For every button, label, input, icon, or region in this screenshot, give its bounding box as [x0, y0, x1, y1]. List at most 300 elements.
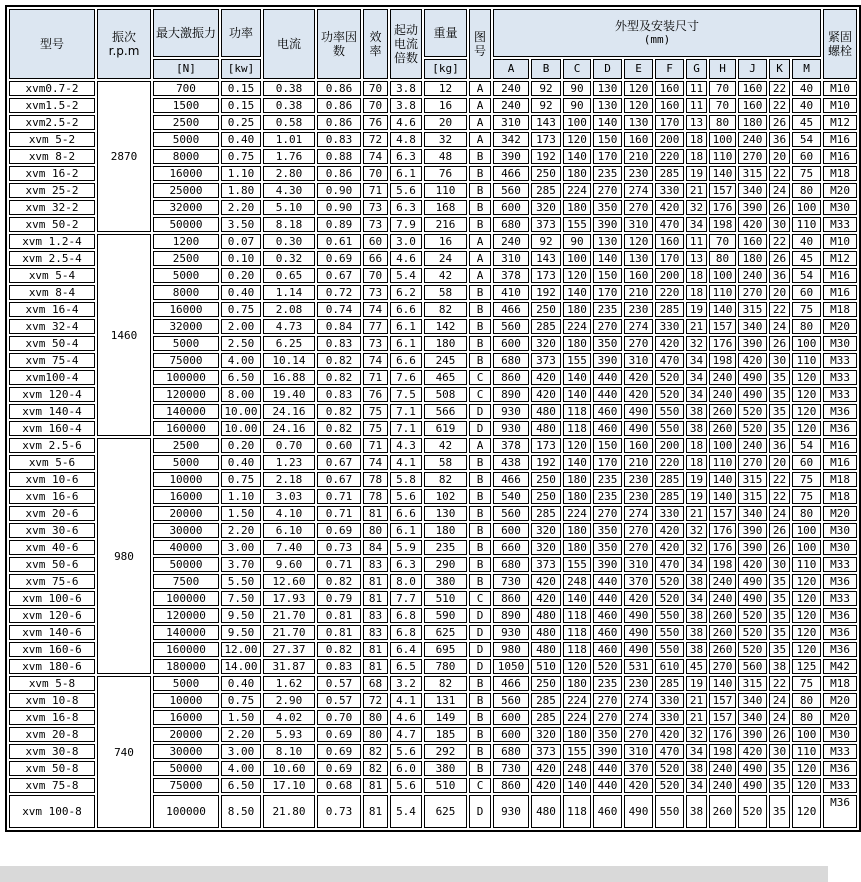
- cell-power_factor: 0.71: [317, 557, 361, 572]
- cell-force: 5000: [153, 132, 219, 147]
- cell-D: 350: [593, 336, 622, 351]
- cell-E: 270: [624, 200, 653, 215]
- cell-A: 390: [493, 149, 529, 164]
- cell-E: 490: [624, 795, 653, 828]
- cell-G: 18: [686, 132, 707, 147]
- cell-B: 373: [531, 557, 561, 572]
- cell-J: 390: [738, 200, 767, 215]
- cell-D: 140: [593, 115, 622, 130]
- cell-G: 38: [686, 642, 707, 657]
- cell-bolt: M18: [823, 472, 857, 487]
- cell-force: 20000: [153, 727, 219, 742]
- cell-D: 350: [593, 523, 622, 538]
- cell-efficiency: 70: [363, 98, 388, 113]
- cell-K: 24: [769, 710, 790, 725]
- cell-current: 0.32: [263, 251, 315, 266]
- cell-E: 420: [624, 370, 653, 385]
- cell-power_factor: 0.90: [317, 200, 361, 215]
- cell-A: 730: [493, 761, 529, 776]
- cell-K: 35: [769, 642, 790, 657]
- cell-current: 0.38: [263, 98, 315, 113]
- cell-K: 24: [769, 506, 790, 521]
- cell-B: 420: [531, 778, 561, 793]
- cell-G: 21: [686, 183, 707, 198]
- cell-power: 2.00: [221, 319, 261, 334]
- cell-force: 50000: [153, 217, 219, 232]
- cell-start_current: 4.6: [390, 710, 422, 725]
- cell-start_current: 7.1: [390, 404, 422, 419]
- cell-B: 320: [531, 540, 561, 555]
- cell-current: 5.10: [263, 200, 315, 215]
- cell-D: 235: [593, 472, 622, 487]
- cell-H: 260: [709, 608, 736, 623]
- cell-J: 315: [738, 302, 767, 317]
- cell-model: xvm 50-8: [9, 761, 95, 776]
- cell-F: 420: [655, 727, 684, 742]
- cell-F: 285: [655, 489, 684, 504]
- cell-C: 180: [563, 166, 591, 181]
- cell-figure: B: [469, 285, 491, 300]
- cell-D: 270: [593, 693, 622, 708]
- cell-M: 54: [792, 438, 821, 453]
- cell-model: xvm 10-8: [9, 693, 95, 708]
- cell-start_current: 6.6: [390, 302, 422, 317]
- cell-D: 270: [593, 183, 622, 198]
- cell-K: 36: [769, 438, 790, 453]
- col-header-power-factor: 功率因数: [317, 9, 361, 79]
- cell-G: 34: [686, 557, 707, 572]
- col-header-dimensions: [493, 9, 821, 57]
- cell-power: 2.50: [221, 336, 261, 351]
- cell-H: 260: [709, 642, 736, 657]
- cell-F: 520: [655, 761, 684, 776]
- cell-K: 26: [769, 523, 790, 538]
- cell-J: 520: [738, 608, 767, 623]
- cell-K: 26: [769, 200, 790, 215]
- cell-E: 230: [624, 472, 653, 487]
- cell-J: 160: [738, 234, 767, 249]
- cell-power: 2.20: [221, 523, 261, 538]
- cell-A: 930: [493, 404, 529, 419]
- col-header-start-current: 起动电流倍数: [390, 9, 422, 79]
- cell-C: 224: [563, 710, 591, 725]
- cell-G: 18: [686, 438, 707, 453]
- cell-J: 490: [738, 370, 767, 385]
- cell-B: 173: [531, 268, 561, 283]
- cell-model: xvm 5-8: [9, 676, 95, 691]
- cell-model: xvm100-4: [9, 370, 95, 385]
- cell-K: 35: [769, 574, 790, 589]
- cell-B: 320: [531, 336, 561, 351]
- cell-rpm: 980: [97, 438, 151, 674]
- cell-power: 8.50: [221, 795, 261, 828]
- cell-force: 160000: [153, 421, 219, 436]
- cell-power_factor: 0.67: [317, 268, 361, 283]
- cell-K: 30: [769, 557, 790, 572]
- cell-start_current: 6.5: [390, 659, 422, 674]
- cell-model: xvm2.5-2: [9, 115, 95, 130]
- cell-power_factor: 0.82: [317, 642, 361, 657]
- cell-A: 560: [493, 693, 529, 708]
- cell-H: 240: [709, 387, 736, 402]
- cell-B: 92: [531, 81, 561, 96]
- cell-A: 680: [493, 353, 529, 368]
- cell-M: 75: [792, 676, 821, 691]
- cell-F: 550: [655, 625, 684, 640]
- cell-power_factor: 0.73: [317, 795, 361, 828]
- cell-K: 24: [769, 693, 790, 708]
- cell-D: 270: [593, 506, 622, 521]
- cell-weight: 20: [424, 115, 467, 130]
- cell-weight: 619: [424, 421, 467, 436]
- cell-D: 150: [593, 132, 622, 147]
- cell-figure: B: [469, 336, 491, 351]
- cell-A: 540: [493, 489, 529, 504]
- cell-power_factor: 0.90: [317, 183, 361, 198]
- cell-G: 38: [686, 608, 707, 623]
- cell-bolt: M10: [823, 98, 857, 113]
- cell-efficiency: 70: [363, 166, 388, 181]
- cell-bolt: M33: [823, 217, 857, 232]
- cell-power_factor: 0.69: [317, 761, 361, 776]
- cell-power: 0.75: [221, 693, 261, 708]
- cell-current: 21.70: [263, 608, 315, 623]
- cell-D: 170: [593, 285, 622, 300]
- cell-C: 140: [563, 149, 591, 164]
- cell-current: 1.62: [263, 676, 315, 691]
- cell-G: 19: [686, 489, 707, 504]
- cell-start_current: 4.7: [390, 727, 422, 742]
- cell-force: 32000: [153, 319, 219, 334]
- cell-E: 230: [624, 489, 653, 504]
- cell-D: 390: [593, 744, 622, 759]
- cell-current: 4.30: [263, 183, 315, 198]
- cell-C: 120: [563, 268, 591, 283]
- cell-M: 120: [792, 574, 821, 589]
- cell-J: 490: [738, 591, 767, 606]
- cell-H: 198: [709, 744, 736, 759]
- cell-H: 110: [709, 149, 736, 164]
- cell-J: 420: [738, 557, 767, 572]
- cell-D: 130: [593, 234, 622, 249]
- cell-G: 11: [686, 98, 707, 113]
- cell-figure: D: [469, 642, 491, 657]
- cell-power: 4.00: [221, 353, 261, 368]
- cell-F: 330: [655, 319, 684, 334]
- cell-C: 180: [563, 302, 591, 317]
- cell-C: 180: [563, 523, 591, 538]
- cell-E: 420: [624, 387, 653, 402]
- cell-M: 75: [792, 472, 821, 487]
- cell-M: 40: [792, 81, 821, 96]
- cell-J: 520: [738, 795, 767, 828]
- cell-A: 438: [493, 455, 529, 470]
- cell-current: 8.18: [263, 217, 315, 232]
- cell-K: 36: [769, 268, 790, 283]
- cell-force: 16000: [153, 166, 219, 181]
- cell-power_factor: 0.67: [317, 455, 361, 470]
- cell-H: 198: [709, 557, 736, 572]
- cell-figure: A: [469, 132, 491, 147]
- cell-J: 490: [738, 778, 767, 793]
- cell-E: 120: [624, 234, 653, 249]
- cell-model: xvm 50-2: [9, 217, 95, 232]
- cell-figure: A: [469, 268, 491, 283]
- cell-efficiency: 83: [363, 557, 388, 572]
- cell-model: xvm 180-6: [9, 659, 95, 674]
- cell-weight: 185: [424, 727, 467, 742]
- cell-start_current: 3.8: [390, 81, 422, 96]
- cell-figure: C: [469, 370, 491, 385]
- cell-figure: A: [469, 81, 491, 96]
- cell-G: 19: [686, 166, 707, 181]
- cell-J: 520: [738, 625, 767, 640]
- cell-G: 32: [686, 200, 707, 215]
- cell-A: 890: [493, 608, 529, 623]
- col-header-weight: 重量: [424, 9, 467, 57]
- cell-J: 270: [738, 455, 767, 470]
- cell-efficiency: 81: [363, 591, 388, 606]
- cell-power: 1.10: [221, 166, 261, 181]
- cell-A: 680: [493, 217, 529, 232]
- cell-start_current: 4.8: [390, 132, 422, 147]
- cell-current: 5.93: [263, 727, 315, 742]
- cell-A: 600: [493, 710, 529, 725]
- cell-F: 285: [655, 676, 684, 691]
- cell-model: xvm 50-4: [9, 336, 95, 351]
- cell-D: 460: [593, 625, 622, 640]
- cell-J: 270: [738, 149, 767, 164]
- cell-model: xvm 20-6: [9, 506, 95, 521]
- cell-start_current: 3.0: [390, 234, 422, 249]
- cell-power: 0.40: [221, 455, 261, 470]
- cell-bolt: M30: [823, 727, 857, 742]
- cell-C: 180: [563, 727, 591, 742]
- cell-efficiency: 71: [363, 183, 388, 198]
- cell-force: 1200: [153, 234, 219, 249]
- cell-figure: B: [469, 183, 491, 198]
- cell-power_factor: 0.82: [317, 353, 361, 368]
- cell-G: 34: [686, 744, 707, 759]
- cell-power: 0.75: [221, 149, 261, 164]
- cell-H: 260: [709, 404, 736, 419]
- cell-start_current: 6.3: [390, 200, 422, 215]
- cell-H: 260: [709, 421, 736, 436]
- cell-F: 420: [655, 336, 684, 351]
- cell-current: 21.70: [263, 625, 315, 640]
- cell-force: 30000: [153, 744, 219, 759]
- cell-power: 3.70: [221, 557, 261, 572]
- cell-K: 22: [769, 676, 790, 691]
- cell-bolt: M36: [823, 761, 857, 776]
- cell-power: 1.50: [221, 710, 261, 725]
- cell-current: 2.80: [263, 166, 315, 181]
- cell-F: 220: [655, 285, 684, 300]
- cell-H: 100: [709, 132, 736, 147]
- cell-current: 4.73: [263, 319, 315, 334]
- cell-D: 170: [593, 455, 622, 470]
- cell-M: 75: [792, 302, 821, 317]
- cell-F: 520: [655, 778, 684, 793]
- cell-current: 4.10: [263, 506, 315, 521]
- cell-weight: 82: [424, 302, 467, 317]
- cell-E: 130: [624, 251, 653, 266]
- cell-K: 35: [769, 591, 790, 606]
- cell-A: 860: [493, 370, 529, 385]
- cell-M: 40: [792, 234, 821, 249]
- cell-D: 520: [593, 659, 622, 674]
- cell-M: 54: [792, 268, 821, 283]
- cell-D: 150: [593, 268, 622, 283]
- cell-force: 140000: [153, 625, 219, 640]
- cell-C: 140: [563, 285, 591, 300]
- cell-K: 35: [769, 387, 790, 402]
- cell-G: 38: [686, 761, 707, 776]
- cell-start_current: 3.2: [390, 676, 422, 691]
- cell-H: 80: [709, 251, 736, 266]
- cell-force: 75000: [153, 778, 219, 793]
- cell-current: 27.37: [263, 642, 315, 657]
- cell-current: 1.23: [263, 455, 315, 470]
- cell-model: xvm 120-6: [9, 608, 95, 623]
- cell-model: xvm 5-6: [9, 455, 95, 470]
- cell-start_current: 5.8: [390, 472, 422, 487]
- cell-K: 35: [769, 761, 790, 776]
- cell-G: 13: [686, 115, 707, 130]
- cell-start_current: 4.3: [390, 438, 422, 453]
- cell-F: 285: [655, 166, 684, 181]
- cell-M: 120: [792, 761, 821, 776]
- cell-figure: D: [469, 404, 491, 419]
- cell-figure: A: [469, 115, 491, 130]
- cell-G: 11: [686, 234, 707, 249]
- cell-M: 100: [792, 200, 821, 215]
- cell-power: 0.25: [221, 115, 261, 130]
- cell-bolt: M18: [823, 676, 857, 691]
- cell-G: 11: [686, 81, 707, 96]
- cell-D: 350: [593, 727, 622, 742]
- cell-force: 100000: [153, 370, 219, 385]
- cell-G: 38: [686, 625, 707, 640]
- cell-power_factor: 0.83: [317, 336, 361, 351]
- cell-power: 0.15: [221, 81, 261, 96]
- cell-M: 100: [792, 727, 821, 742]
- cell-F: 550: [655, 795, 684, 828]
- cell-model: xvm 140-4: [9, 404, 95, 419]
- cell-G: 32: [686, 523, 707, 538]
- cell-force: 5000: [153, 455, 219, 470]
- cell-F: 160: [655, 98, 684, 113]
- cell-F: 520: [655, 574, 684, 589]
- cell-H: 157: [709, 183, 736, 198]
- cell-A: 310: [493, 251, 529, 266]
- cell-B: 480: [531, 608, 561, 623]
- cell-H: 176: [709, 336, 736, 351]
- cell-power_factor: 0.71: [317, 489, 361, 504]
- dimensions-unit: (mm): [643, 33, 671, 46]
- cell-B: 250: [531, 489, 561, 504]
- cell-efficiency: 74: [363, 149, 388, 164]
- cell-B: 420: [531, 591, 561, 606]
- cell-M: 120: [792, 608, 821, 623]
- cell-power_factor: 0.86: [317, 98, 361, 113]
- cell-efficiency: 81: [363, 795, 388, 828]
- cell-G: 32: [686, 727, 707, 742]
- cell-efficiency: 73: [363, 217, 388, 232]
- cell-bolt: M36: [823, 574, 857, 589]
- cell-bolt: M36: [823, 795, 857, 828]
- cell-model: xvm1.5-2: [9, 98, 95, 113]
- cell-efficiency: 71: [363, 438, 388, 453]
- cell-G: 21: [686, 319, 707, 334]
- cell-K: 26: [769, 540, 790, 555]
- cell-F: 550: [655, 608, 684, 623]
- cell-E: 310: [624, 744, 653, 759]
- cell-bolt: M33: [823, 370, 857, 385]
- cell-C: 118: [563, 642, 591, 657]
- cell-start_current: 6.3: [390, 557, 422, 572]
- cell-power_factor: 0.79: [317, 591, 361, 606]
- cell-C: 90: [563, 234, 591, 249]
- cell-model: xvm0.7-2: [9, 81, 95, 96]
- cell-weight: 290: [424, 557, 467, 572]
- cell-figure: B: [469, 149, 491, 164]
- cell-force: 5000: [153, 676, 219, 691]
- cell-power_factor: 0.72: [317, 285, 361, 300]
- col-header-force: 最大激振力: [153, 9, 219, 57]
- dim-col-M: M: [792, 59, 821, 79]
- table-row: [9, 234, 857, 249]
- cell-M: 120: [792, 591, 821, 606]
- cell-efficiency: 72: [363, 132, 388, 147]
- cell-force: 10000: [153, 472, 219, 487]
- cell-J: 315: [738, 489, 767, 504]
- cell-K: 35: [769, 608, 790, 623]
- cell-force: 2500: [153, 115, 219, 130]
- cell-weight: 292: [424, 744, 467, 759]
- cell-A: 466: [493, 676, 529, 691]
- cell-start_current: 5.6: [390, 744, 422, 759]
- cell-figure: B: [469, 761, 491, 776]
- cell-figure: A: [469, 438, 491, 453]
- cell-M: 120: [792, 404, 821, 419]
- table-body: [9, 81, 857, 828]
- cell-M: 120: [792, 387, 821, 402]
- col-header-model: 型号: [9, 9, 95, 79]
- cell-start_current: 4.6: [390, 251, 422, 266]
- cell-A: 310: [493, 115, 529, 130]
- cell-M: 100: [792, 336, 821, 351]
- cell-J: 340: [738, 693, 767, 708]
- cell-bolt: M33: [823, 353, 857, 368]
- cell-figure: B: [469, 200, 491, 215]
- cell-E: 270: [624, 540, 653, 555]
- cell-force: 140000: [153, 404, 219, 419]
- bottom-strip: [0, 866, 828, 882]
- cell-power: 9.50: [221, 608, 261, 623]
- cell-power_factor: 0.83: [317, 659, 361, 674]
- cell-A: 600: [493, 336, 529, 351]
- cell-D: 235: [593, 302, 622, 317]
- cell-E: 210: [624, 149, 653, 164]
- cell-current: 10.60: [263, 761, 315, 776]
- cell-current: 0.70: [263, 438, 315, 453]
- cell-B: 285: [531, 710, 561, 725]
- cell-force: 100000: [153, 591, 219, 606]
- cell-weight: 465: [424, 370, 467, 385]
- cell-force: 700: [153, 81, 219, 96]
- cell-C: 224: [563, 183, 591, 198]
